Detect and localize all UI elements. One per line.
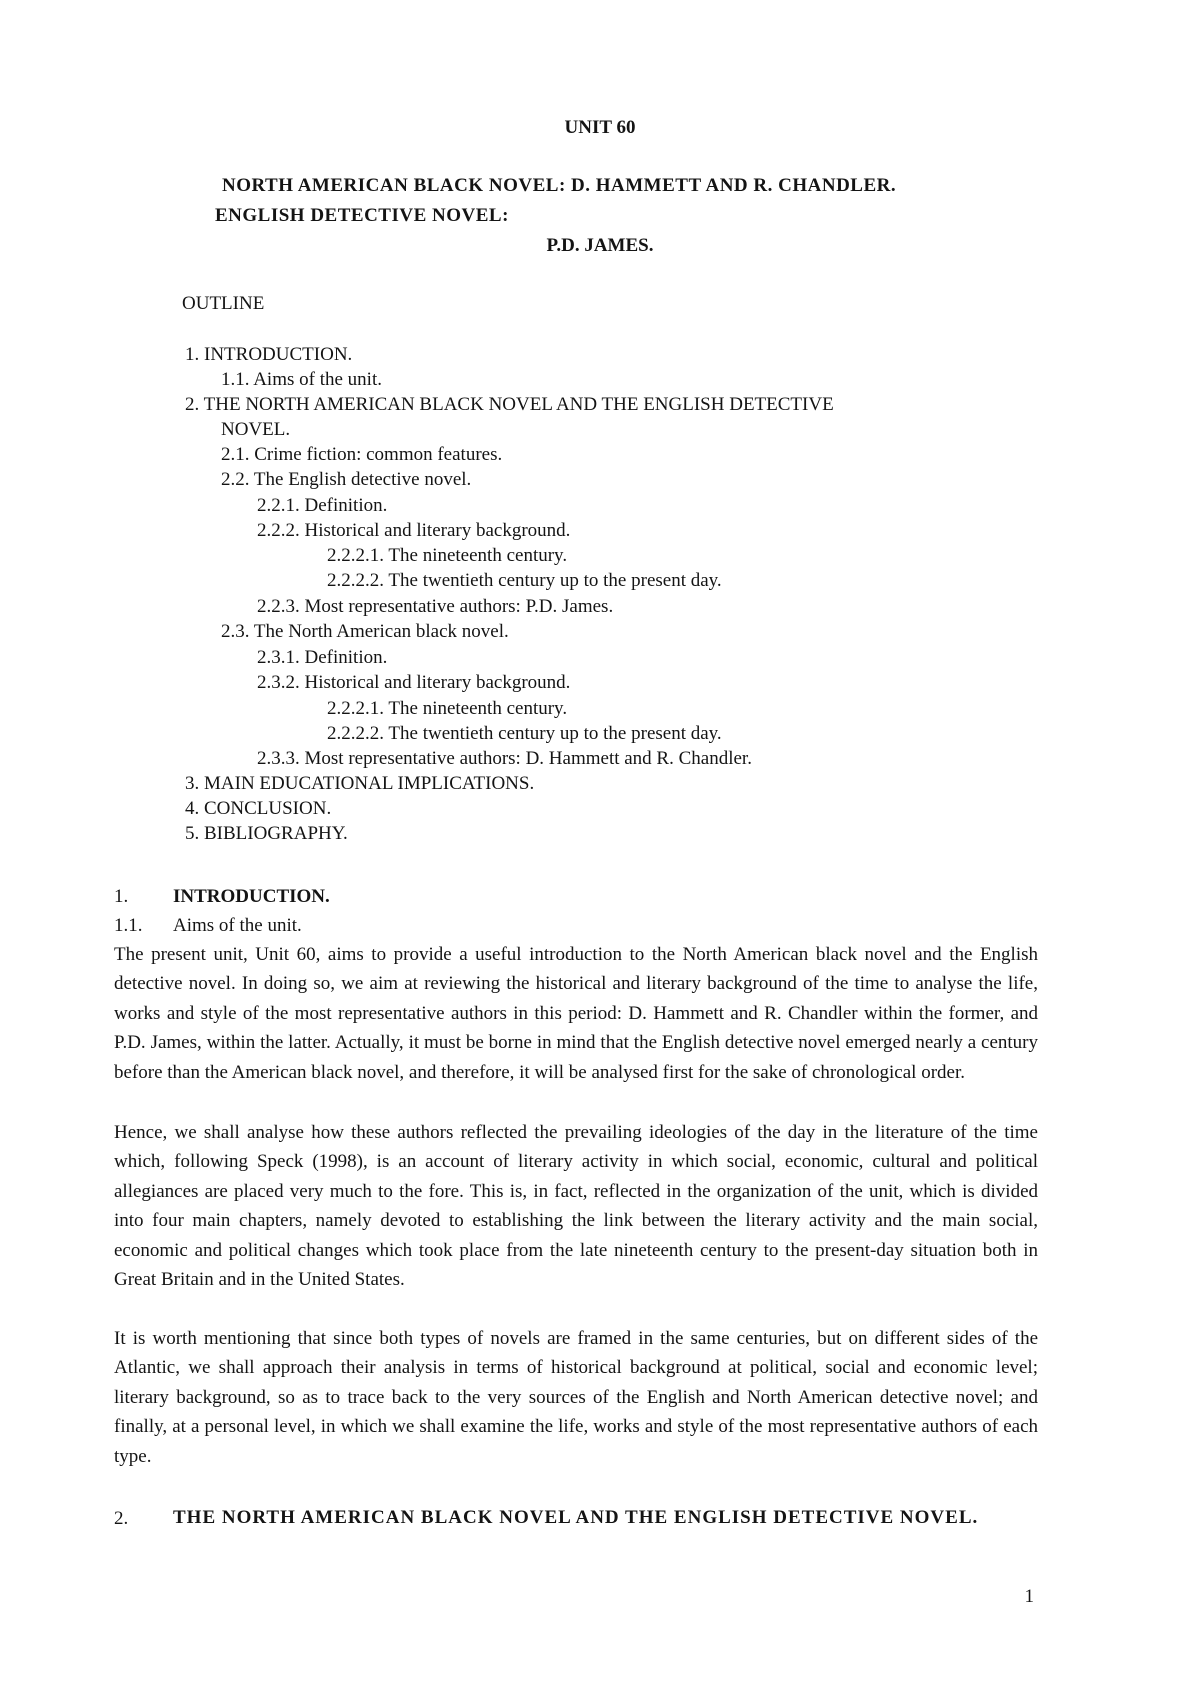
outline-item: 1. INTRODUCTION. [185, 344, 353, 365]
section-2-number: 2. [114, 1508, 129, 1529]
outline-item: 2.2.2.2. The twentieth century up to the present day. [327, 570, 722, 591]
outline-label: OUTLINE [182, 293, 265, 314]
outline-item: 2.2.2.1. The nineteenth century. [327, 698, 568, 719]
document-title-line-3: P.D. JAMES. [546, 235, 654, 256]
subsection-1-1-number: 1.1. [114, 915, 143, 936]
body-paragraph: It is worth mentioning that since both types of novels are framed in the same centuries, but on different sides of the Atlantic, we shall approach their analysis in terms of historical background at political, social and economic level; literary background, so as to trace back to the very sources of the English and North American detective novel; and finally, at a personal level, in which we shall examine the life, works and style of the most representative authors of each type. [114, 1328, 1038, 1467]
outline-item: 2.2.3. Most representative authors: P.D. James. [257, 596, 614, 617]
outline-item: 3. MAIN EDUCATIONAL IMPLICATIONS. [185, 773, 535, 794]
outline-item: 2.3.2. Historical and literary background. [257, 672, 571, 693]
outline-item: NOVEL. [221, 419, 291, 440]
outline-item: 2.2. The English detective novel. [221, 469, 472, 490]
body-paragraph: The present unit, Unit 60, aims to provide a useful introduction to the North American black novel and the English detective novel. In doing so, we aim at reviewing the historical and literary background of the time to analyse the life, works and style of the most representative authors in this period: D. Hammett and R. Chandler within the former, and P.D. James, within the latter. Actually, it must be borne in mind that the English detective novel emerged nearly a century before than the American black novel, and therefore, it will be analysed first for the sake of chronological order. [114, 944, 1038, 1083]
document-title-line-2: ENGLISH DETECTIVE NOVEL: [215, 205, 509, 226]
outline-item: 2.2.2.1. The nineteenth century. [327, 545, 568, 566]
outline-item: 2.3. The North American black novel. [221, 621, 509, 642]
section-1-number: 1. [114, 886, 129, 907]
section-1-heading: INTRODUCTION. [173, 886, 330, 907]
outline-item: 4. CONCLUSION. [185, 798, 332, 819]
outline-item: 2.3.3. Most representative authors: D. Hammett and R. Chandler. [257, 748, 752, 769]
outline-item: 2. THE NORTH AMERICAN BLACK NOVEL AND THE ENGLISH DETECTIVE [185, 394, 834, 415]
outline-item: 1.1. Aims of the unit. [221, 369, 382, 390]
outline-item: 2.1. Crime fiction: common features. [221, 444, 503, 465]
outline-item: 5. BIBLIOGRAPHY. [185, 823, 348, 844]
outline-item: 2.2.2. Historical and literary background. [257, 520, 571, 541]
document-title-line-1: NORTH AMERICAN BLACK NOVEL: D. HAMMETT AND R. CHANDLER. [222, 175, 897, 196]
page-number: 1 [1024, 1586, 1034, 1607]
section-2-heading: THE NORTH AMERICAN BLACK NOVEL AND THE ENGLISH DETECTIVE NOVEL. [173, 1507, 979, 1528]
outline-item: 2.3.1. Definition. [257, 647, 388, 668]
subsection-1-1-heading: Aims of the unit. [173, 915, 302, 936]
outline-item: 2.2.2.2. The twentieth century up to the present day. [327, 723, 722, 744]
outline-item: 2.2.1. Definition. [257, 495, 388, 516]
unit-title: UNIT 60 [564, 117, 636, 138]
body-paragraph: Hence, we shall analyse how these authors reflected the prevailing ideologies of the day in the literature of the time which, following Speck (1998), is an account of literary activity in which social, economic, cultural and political allegiances are placed very much to the fore. This is, in fact, reflected in the organization of the unit, which is divided into four main chapters, namely devoted to establishing the link between the literary activity and the main social, economic and political changes which took place from the late nineteenth century to the present-day situation both in Great Britain and in the United States. [114, 1122, 1038, 1291]
